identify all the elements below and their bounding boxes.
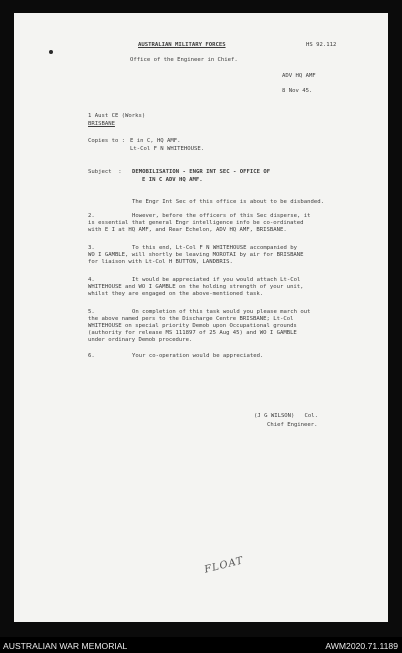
paragraph-6: Your co-operation would be appreciated. bbox=[132, 353, 264, 359]
paragraph-6-number: 6. bbox=[88, 353, 95, 359]
subject-label: Subject : bbox=[88, 169, 122, 175]
paragraph-3-line: To this end, Lt-Col F N WHITEHOUSE accompanied by bbox=[132, 245, 298, 251]
paragraph-3-line: WO I GAMBLE, will shortly be leaving MOROTAI by air for BRISBANE bbox=[88, 252, 304, 258]
paragraph-5-line: (authority for release MS 111897 of 25 Aug 45) and WO I GAMBLE bbox=[88, 330, 297, 336]
paragraph-5-line: under ordinary Demob procedure. bbox=[88, 337, 193, 343]
paragraph-5-line: WHITEHOUSE on special priority Demob upon Occupational grounds bbox=[88, 323, 297, 329]
paragraph-5-line: the above named pers to the Discharge Centre BRISBANE; Lt-Col bbox=[88, 316, 294, 322]
addressee-unit: 1 Aust CE (Works) bbox=[88, 113, 146, 119]
paragraph-3-number: 3. bbox=[88, 245, 95, 251]
copies-label: Copies to : bbox=[88, 138, 126, 144]
signature-name: (J G WILSON) Col. bbox=[254, 413, 318, 419]
paragraph-2-line: with E I at HQ AMF, and Rear Echelon, ADV HQ AMF, BRISBANE. bbox=[88, 227, 287, 233]
paragraph-4-line: whilst they are engaged on the above-mentioned task. bbox=[88, 291, 264, 297]
addressee-city: BRISBANE bbox=[88, 121, 115, 127]
subject-line-1: DEMOBILISATION - ENGR INT SEC - OFFICE OF bbox=[132, 169, 271, 175]
paragraph-4-number: 4. bbox=[88, 277, 95, 283]
file-reference: HS 92.112 bbox=[306, 42, 337, 48]
subject-line-2: E IN C ADV HQ AMF. bbox=[142, 177, 203, 183]
copies-line-1: E in C, HQ AMF. bbox=[130, 138, 181, 144]
date-line: 8 Nov 45. bbox=[282, 88, 313, 94]
archive-footer-bar bbox=[0, 637, 402, 653]
paragraph-3-line: for liaison with Lt-Col H BUTTON, LANDBRIS. bbox=[88, 259, 233, 265]
footer-institution: AUSTRALIAN WAR MEMORIAL bbox=[3, 641, 128, 651]
footer-accession-number: AWM2020.71.1189 bbox=[325, 641, 398, 651]
paragraph-2-number: 2. bbox=[88, 213, 95, 219]
paragraph-5-line: On completion of this task would you please march out bbox=[132, 309, 311, 315]
signature-title: Chief Engineer. bbox=[267, 422, 318, 428]
paragraph-4-line: WHITEHOUSE and WO I GAMBLE on the holding strength of your unit, bbox=[88, 284, 304, 290]
letterhead-org: AUSTRALIAN MILITARY FORCES bbox=[138, 42, 226, 48]
punch-hole-mark bbox=[49, 50, 53, 54]
handwritten-annotation: FLOAT bbox=[203, 555, 245, 576]
paragraph-4-line: It would be appreciated if you would attach Lt-Col bbox=[132, 277, 301, 283]
paragraph-1: The Engr Int Sec of this office is about to be disbanded. bbox=[132, 199, 324, 205]
paragraph-5-number: 5. bbox=[88, 309, 95, 315]
paragraph-2-line: However, before the officers of this Sec disperse, it bbox=[132, 213, 311, 219]
office-line: Office of the Engineer in Chief. bbox=[130, 57, 238, 63]
document-page bbox=[14, 13, 388, 622]
paragraph-2-line: is essential that general Engr intelligence info be co-ordinated bbox=[88, 220, 304, 226]
unit-line: ADV HQ AMF bbox=[282, 73, 316, 79]
copies-line-2: Lt-Col F N WHITEHOUSE. bbox=[130, 146, 205, 152]
